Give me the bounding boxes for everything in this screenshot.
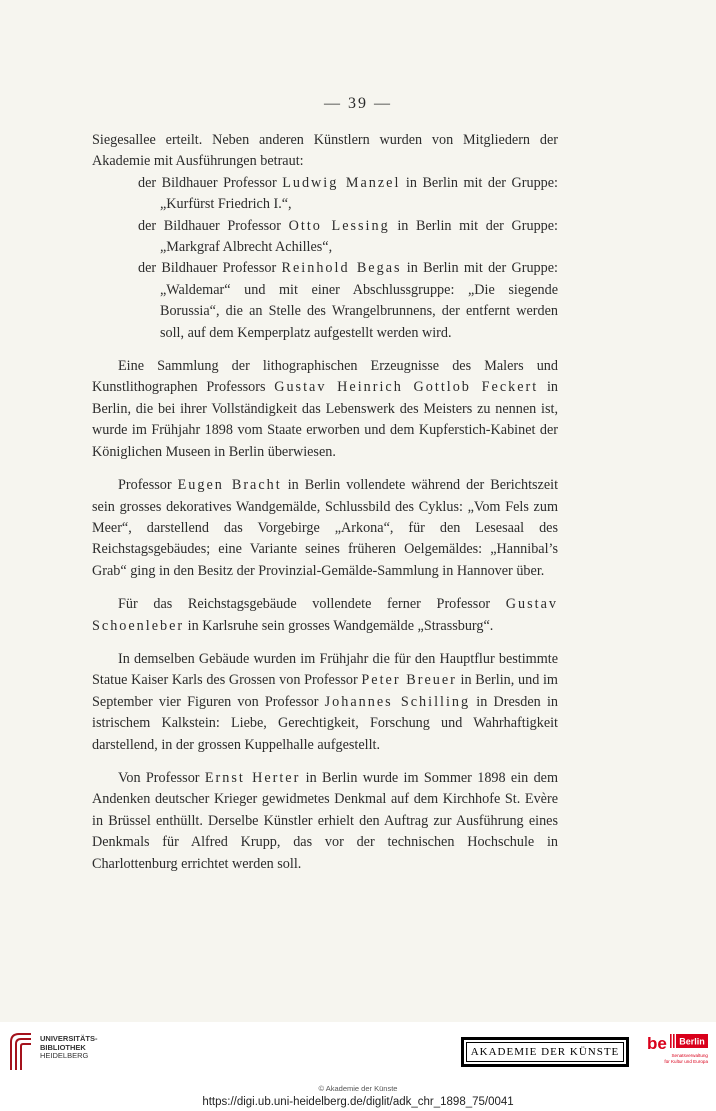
- list-item: der Bildhauer Professor Otto Lessing in Berlin mit der Gruppe: „Markgraf Albrecht Achilles“,: [138, 217, 559, 256]
- document-body: [92, 130, 558, 875]
- paragraph: Für das Reichstagsgebäude vollendete ferner Professor Gustav Schoenleber in Karlsruhe sein grosses Wandgemälde „Strassburg“.: [92, 596, 558, 634]
- person-name: Johannes Schilling: [324, 693, 471, 710]
- person-name: Otto Lessing: [288, 217, 390, 234]
- berlin-senate-logo-icon[interactable]: [646, 1032, 710, 1072]
- person-name: Eugen Bracht: [177, 477, 282, 494]
- copyright-notice: © Akademie der Künste: [318, 1084, 398, 1093]
- paragraph: Eine Sammlung der lithographischen Erzeugnisse des Malers und Kunstlithographen Professors Gustav Heinrich Gottlob Feckert in Berlin, die bei ihrer Vollständigkeit das Lebenswerk des Meisters zu nennen ist, wurde im Frühjahr 1898 vom Staate erworben und dem Kupferstich-Kabinet der Königlichen Museen in Berlin überwiesen.: [92, 358, 558, 460]
- permalink-url[interactable]: https://digi.ub.uni-heidelberg.de/diglit/adk_chr_1898_75/0041: [202, 1096, 514, 1108]
- person-name: Ludwig Manzel: [282, 174, 401, 191]
- list-item: der Bildhauer Professor Ludwig Manzel in Berlin mit der Gruppe: „Kurfürst Friedrich I.“,: [138, 174, 558, 213]
- person-name: Ernst Herter: [204, 769, 301, 786]
- svg-text:be: be: [647, 1034, 667, 1053]
- paragraph: In demselben Gebäude wurden im Frühjahr die für den Hauptflur bestimmte Statue Kaiser Karls des Grossen von Professor Peter Breuer in Berlin, und im September vier Figuren von Professor Johannes Schilling in Dresden in istrischem Kalkstein: Liebe, Gerechtigkeit, Forschung und Wahrhaftigkeit darstellend, in der grossen Kuppelhalle aufgestellt.: [92, 650, 558, 753]
- page-number: — 39 —: [324, 95, 392, 112]
- svg-text:Senatsverwaltung: Senatsverwaltung: [671, 1053, 708, 1058]
- paragraph: Professor Eugen Bracht in Berlin vollendete während der Berichtszeit sein grosses dekoratives Wandgemälde, Schlussbild des Cyklus: „Vom Fels zum Meer“, darstellend das Vorgebirge „Arkona“, für den Lesesaal des Reichstagsgebäudes; eine Variante seines früheren Oelgemäldes: „Hannibal’s Grab“ ging in den Besitz der Provinzial-Gemälde-Sammlung in Hannover über.: [92, 477, 559, 579]
- paragraph: Siegesallee erteilt. Neben anderen Künstlern wurden von Mitgliedern der Akademie mit Ausführungen betraut:: [92, 132, 558, 170]
- list-item: der Bildhauer Professor Reinhold Begas in Berlin mit der Gruppe: „Waldemar“ und mit einer Abschlussgruppe: „Die siegende Borussia“, die an Stelle des Wrangelbrunnens, der entfernt werden soll, auf dem Kemperplatz aufgestellt werden wird.: [138, 260, 558, 341]
- svg-text:Berlin: Berlin: [679, 1036, 705, 1047]
- viewer-footer: [0, 1022, 716, 1111]
- paragraph: Von Professor Ernst Herter in Berlin wurde im Sommer 1898 ein dem Andenken deutscher Krieger gewidmetes Denkmal auf dem Kirchhofe St. Evère in Brüssel enthüllt. Derselbe Künstler erhielt den Auftrag zur Ausführung eines Denkmals für Alfred Krupp, das vor der technischen Hochschule in Charlottenburg errichtet werden soll.: [92, 769, 558, 872]
- person-name: Reinhold Begas: [281, 260, 402, 277]
- akademie-logo[interactable]: AKADEMIE DER KÜNSTE: [461, 1037, 629, 1067]
- person-name: Gustav Schoenleber: [92, 596, 558, 634]
- library-name: UNIVERSITÄTS- BIBLIOTHEK HEIDELBERG: [40, 1034, 98, 1060]
- university-library-logo-icon[interactable]: [8, 1030, 34, 1072]
- person-name: Gustav Heinrich Gottlob Feckert: [274, 379, 539, 396]
- svg-text:für Kultur und Europa: für Kultur und Europa: [664, 1059, 708, 1064]
- person-name: Peter Breuer: [361, 672, 457, 689]
